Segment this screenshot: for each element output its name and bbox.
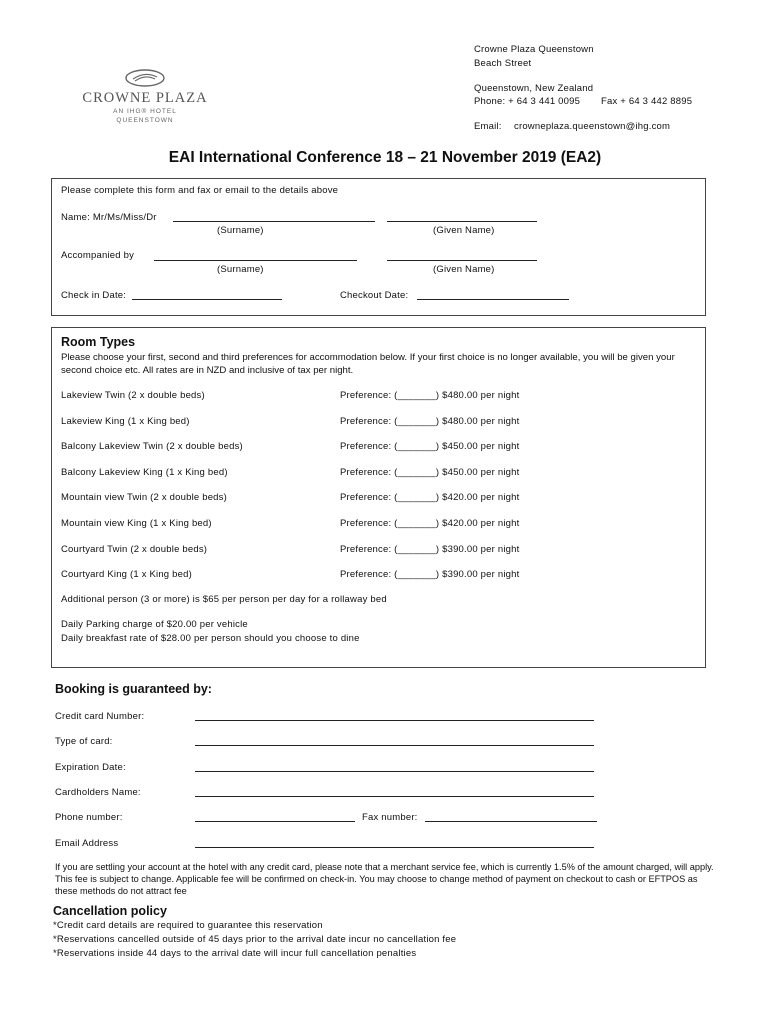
room-preference-field[interactable]: Preference: (_______) $480.00 per night: [340, 416, 520, 427]
cancellation-item: *Reservations inside 44 days to the arrival date will incur full cancellation penalties: [53, 948, 417, 959]
room-preference-field[interactable]: Preference: (_______) $420.00 per night: [340, 492, 520, 503]
room-name: Mountain view King (1 x King bed): [61, 518, 212, 529]
accompanied-label: Accompanied by: [61, 250, 135, 261]
checkout-field[interactable]: [417, 299, 569, 300]
contact-fax: Fax + 64 3 442 8895: [601, 96, 693, 107]
contact-email-label: Email:: [474, 121, 502, 132]
merchant-fee-notice: If you are settling your account at the hotel with any credit card, please note that a merchant service fee, which is currently 1.5% of the amount charged, will apply. This fee is subject to change. Applicable fee will be confirmed on check-in. You may choose to change method of payment on checkout to cash or EFTPOS as these methods do not attract fee: [55, 862, 714, 897]
crowne-plaza-logo: [80, 68, 210, 128]
cancellation-item: *Reservations cancelled outside of 45 days prior to the arrival date incur no cancellation fee: [53, 934, 457, 945]
given-name-field[interactable]: [387, 221, 537, 222]
crowne-plaza-emblem-icon: [123, 68, 167, 88]
checkin-field[interactable]: [132, 299, 282, 300]
expiry-field[interactable]: [195, 771, 594, 772]
contact-email[interactable]: crowneplaza.queenstown@ihg.com: [514, 121, 671, 132]
surname-caption: (Surname): [217, 225, 264, 236]
credit-card-label: Credit card Number:: [55, 711, 145, 722]
cardholder-field[interactable]: [195, 796, 594, 797]
contact-phone: Phone: + 64 3 441 0095: [474, 96, 581, 107]
room-preference-field[interactable]: Preference: (_______) $480.00 per night: [340, 390, 520, 401]
room-preference-field[interactable]: Preference: (_______) $450.00 per night: [340, 441, 520, 452]
card-type-field[interactable]: [195, 745, 594, 746]
checkin-label: Check in Date:: [61, 290, 127, 301]
room-name: Mountain view Twin (2 x double beds): [61, 492, 227, 503]
breakfast-note: Daily breakfast rate of $28.00 per person should you choose to dine: [61, 633, 360, 644]
room-preference-field[interactable]: Preference: (_______) $390.00 per night: [340, 544, 520, 555]
surname-field[interactable]: [173, 221, 375, 222]
checkout-label: Checkout Date:: [340, 290, 409, 301]
logo-location: QUEENSTOWN: [116, 117, 174, 124]
page-title: EAI International Conference 18 – 21 November 2019 (EA2): [168, 149, 602, 166]
fax-label: Fax number:: [362, 812, 418, 823]
phone-label: Phone number:: [55, 812, 123, 823]
room-name: Lakeview Twin (2 x double beds): [61, 390, 205, 401]
room-name: Balcony Lakeview Twin (2 x double beds): [61, 441, 243, 452]
accompanied-given-caption: (Given Name): [433, 264, 495, 275]
accompanied-surname-field[interactable]: [154, 260, 357, 261]
fax-field[interactable]: [425, 821, 597, 822]
accompanied-surname-caption: (Surname): [217, 264, 264, 275]
booking-heading: Booking is guaranteed by:: [55, 682, 212, 696]
email-label: Email Address: [55, 838, 119, 849]
room-name: Balcony Lakeview King (1 x King bed): [61, 467, 228, 478]
contact-line3: Queenstown, New Zealand: [474, 83, 594, 94]
additional-person-note: Additional person (3 or more) is $65 per person per day for a rollaway bed: [61, 594, 387, 605]
phone-field[interactable]: [195, 821, 355, 822]
contact-line1: Crowne Plaza Queenstown: [474, 44, 594, 55]
contact-line2: Beach Street: [474, 58, 532, 69]
accompanied-given-name-field[interactable]: [387, 260, 537, 261]
card-type-label: Type of card:: [55, 736, 113, 747]
room-preference-field[interactable]: Preference: (_______) $450.00 per night: [340, 467, 520, 478]
logo-brand: CROWNE PLAZA: [82, 90, 208, 106]
given-name-caption: (Given Name): [433, 225, 495, 236]
expiry-label: Expiration Date:: [55, 762, 126, 773]
room-name: Courtyard Twin (2 x double beds): [61, 544, 208, 555]
room-types-heading: Room Types: [61, 335, 136, 349]
cancellation-heading: Cancellation policy: [53, 904, 167, 918]
room-types-intro: Please choose your first, second and third preferences for accommodation below. If your first choice is no longer available, you will be given your second choice etc. All rates are in NZD and inclusive of tax per night.: [61, 352, 675, 376]
email-field[interactable]: [195, 847, 594, 848]
cardholder-label: Cardholders Name:: [55, 787, 141, 798]
parking-note: Daily Parking charge of $20.00 per vehicle: [61, 619, 248, 630]
room-name: Courtyard King (1 x King bed): [61, 569, 192, 580]
room-preference-field[interactable]: Preference: (_______) $420.00 per night: [340, 518, 520, 529]
room-name: Lakeview King (1 x King bed): [61, 416, 190, 427]
logo-subline: AN IHG® HOTEL: [113, 108, 177, 115]
room-preference-field[interactable]: Preference: (_______) $390.00 per night: [340, 569, 520, 580]
instructions-text: Please complete this form and fax or email to the details above: [61, 185, 339, 196]
credit-card-field[interactable]: [195, 720, 594, 721]
cancellation-item: *Credit card details are required to guarantee this reservation: [53, 920, 323, 931]
name-label: Name: Mr/Ms/Miss/Dr: [61, 212, 157, 223]
